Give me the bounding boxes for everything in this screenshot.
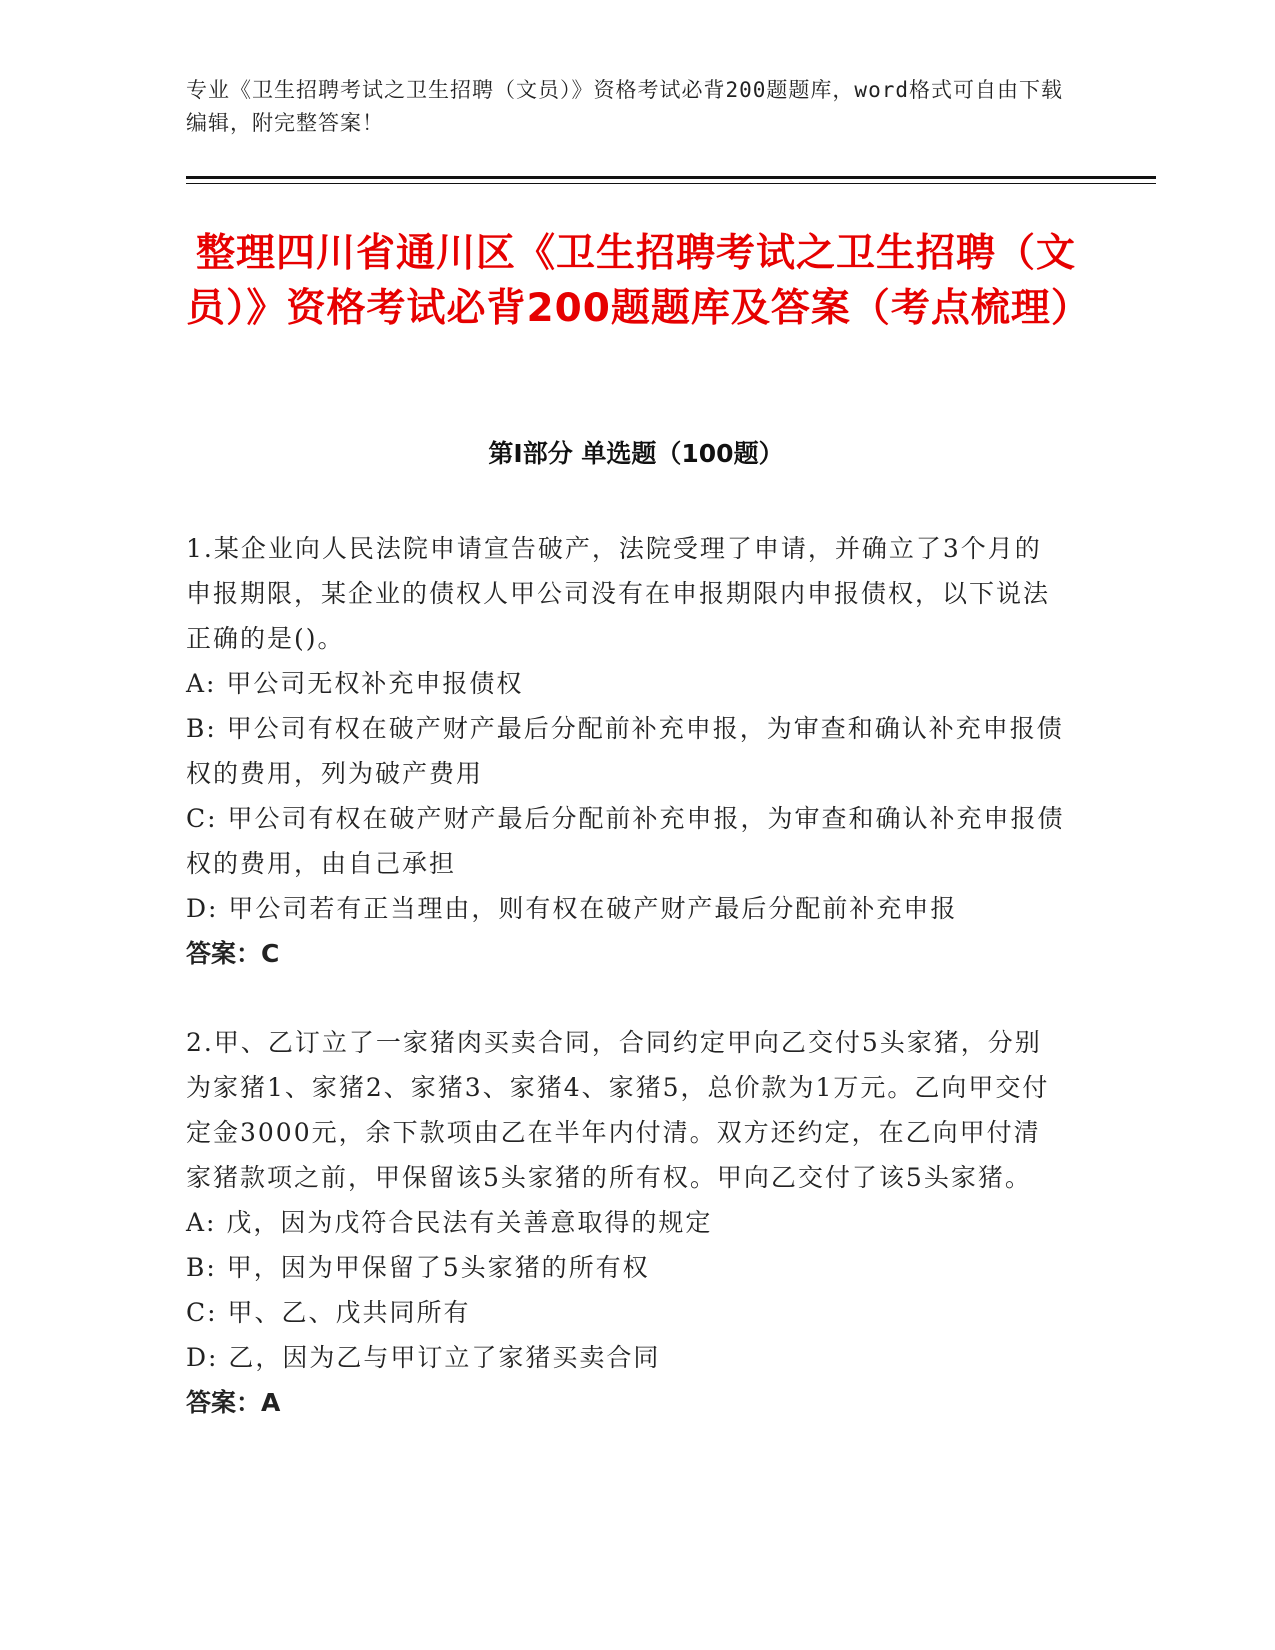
question-stem: 1.某企业向人民法院申请宣告破产，法院受理了申请，并确立了3个月的申报期限，某企业的债权人甲公司没有在申报期限内申报债权，以下说法正确的是()。 xyxy=(186,534,1051,653)
question-1 xyxy=(186,526,1066,976)
header-rule-thin xyxy=(186,183,1156,184)
header-rule-thick xyxy=(186,176,1156,179)
option-a: A: 甲公司无权补充申报债权 xyxy=(186,669,524,698)
option-a: A: 戊，因为戊符合民法有关善意取得的规定 xyxy=(186,1208,713,1237)
option-b: B: 甲，因为甲保留了5头家猪的所有权 xyxy=(186,1253,650,1282)
question-2 xyxy=(186,1020,1066,1425)
section-heading: 第I部分 单选题（100题） xyxy=(488,439,784,468)
option-b: B: 甲公司有权在破产财产最后分配前补充申报，为审查和确认补充申报债权的费用，列为破产费用 xyxy=(186,714,1064,788)
option-c: C: 甲、乙、戊共同所有 xyxy=(186,1298,471,1327)
document-title: 整理四川省通川区《卫生招聘考试之卫生招聘（文员）》资格考试必背200题题库及答案（考点梳理） xyxy=(186,231,1091,331)
option-c: C: 甲公司有权在破产财产最后分配前补充申报，为审查和确认补充申报债权的费用，由自己承担 xyxy=(186,804,1065,878)
answer-label: 答案：C xyxy=(186,939,280,968)
option-d: D: 甲公司若有正当理由，则有权在破产财产最后分配前补充申报 xyxy=(186,894,958,923)
answer-label: 答案：A xyxy=(186,1388,281,1417)
header-note: 专业《卫生招聘考试之卫生招聘（文员）》资格考试必背200题题库，word格式可自由下载编辑，附完整答案！ xyxy=(186,78,1063,135)
question-stem: 2.甲、乙订立了一家猪肉买卖合同，合同约定甲向乙交付5头家猪，分别为家猪1、家猪2、家猪3、家猪4、家猪5，总价款为1万元。乙向甲交付定金3000元，余下款项由乙在半年内付清。双方还约定，在乙向甲付清家猪款项之前，甲保留该5头家猪的所有权。甲向乙交付了该5头家猪。 xyxy=(186,1028,1050,1192)
option-d: D: 乙，因为乙与甲订立了家猪买卖合同 xyxy=(186,1343,661,1372)
